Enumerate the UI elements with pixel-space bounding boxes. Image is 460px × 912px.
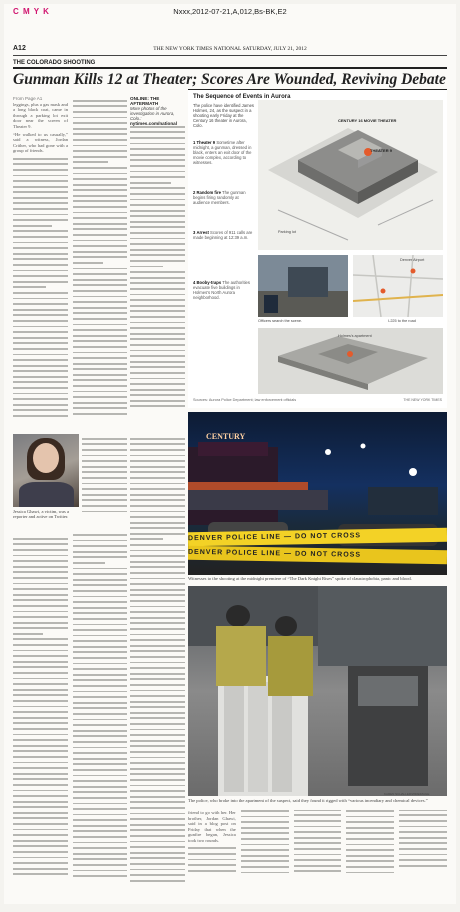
article-column-3b — [130, 434, 185, 894]
article-bottom-columns — [188, 810, 447, 894]
police-tape-1: DENVER POLICE LINE — DO NOT CROSS — [188, 528, 447, 547]
police-photo-caption: Officers search the scene. — [258, 319, 303, 323]
article-bottom-text: friend to go with her. Her brother, Jordan Ghawi, said in a blog post on Friday that when the gunfire began, Jessica took two rounds. — [188, 810, 236, 843]
police-scene-photo — [258, 255, 348, 317]
theater-photo-caption: Witnesses to the shooting at the midnight premiere of “The Dark Knight Rises” spoke of claustrophobia, panic and blood. — [188, 576, 412, 581]
article-quote: “He walked to us casually,” said a witness, Jordan Crither, who had gone with a group of friends. — [13, 131, 68, 154]
online-heading: ONLINE: THE AFTERMATH — [130, 96, 160, 106]
graphic-credit: THE NEW YORK TIMES — [403, 398, 442, 402]
label-century: CENTURY 16 MOVIE THEATER — [338, 118, 397, 123]
graphic-intro: The police have identified James Holmes, 24, as the suspect in a shooting early Friday at the Century 16 theater in Aurora, Colo. — [193, 103, 254, 128]
police-photo-credit: KAREN SCHALLER/WIREIMAGE — [384, 792, 430, 796]
slug-code: Nxxx,2012-07-21,A,012,Bs-BK,E2 — [173, 7, 287, 16]
folio-line — [13, 45, 447, 56]
newspaper-page — [4, 4, 456, 904]
article-column-3 — [130, 122, 185, 430]
article-lead: leggings, plus a gas mask and a long black coat, came in through a parking lot exit door near the screen of Theater 9. — [13, 101, 68, 129]
online-link[interactable]: nytimes.com/national — [130, 121, 177, 126]
label-parking: Parking lot — [278, 230, 296, 234]
label-apartment: Holmes's apartment — [338, 334, 372, 338]
body-text-lines — [130, 126, 185, 407]
label-denver-airport: Denver Airport — [400, 258, 425, 262]
color-registration-mark: C M Y K — [13, 7, 50, 16]
police-apartment-photo — [188, 586, 447, 796]
page-number: A12 — [13, 45, 26, 52]
theater-night-photo — [188, 412, 447, 575]
article-column-1 — [13, 96, 68, 430]
theater-sign: CENTURY — [206, 432, 246, 441]
locator-map — [353, 255, 443, 317]
online-text: More photos of the investigation in Aurora, Colo.: — [130, 106, 175, 121]
article-column-2b — [82, 434, 127, 524]
section-label: THE COLORADO SHOOTING — [13, 60, 96, 66]
step-2: 2 Random fire The gunman begins firing randomly at audience members. — [193, 190, 246, 205]
police-tape-2: DENVER POLICE LINE — DO NOT CROSS — [188, 546, 447, 565]
graphic-source: Sources: Aurora Police Department; law enforcement officials — [193, 398, 297, 402]
sequence-graphic — [188, 89, 447, 408]
label-theater9: THEATER 9 — [370, 148, 392, 153]
body-text-lines — [13, 158, 68, 417]
label-i225: I-225 to the road — [388, 319, 416, 323]
article-column-2 — [73, 96, 127, 430]
print-slug — [4, 7, 456, 17]
headline: Gunman Kills 12 at Theater; Scores Are Wounded, Reviving Debate — [13, 71, 446, 88]
step-3: 3 Arrest Scores of 911 calls are made beginning at 12:39 a.m. — [193, 230, 253, 240]
section-rule — [13, 67, 447, 69]
article-lower-columns — [13, 534, 127, 894]
graphic-title: The Sequence of Events in Aurora — [193, 94, 291, 100]
step-4: 4 Booby-traps The authorities evacuate five buildings in Holmes's North Aurora neighborhood. — [193, 280, 250, 300]
step-1: 1 Theater 9 Sometime after midnight, a gunman, dressed in black, enters an exit door of the movie complex, according to witnesses. — [193, 140, 252, 165]
masthead-line: THE NEW YORK TIMES NATIONAL SATURDAY, JULY 21, 2012 — [153, 46, 307, 52]
victim-photo-caption: Jessica Ghawi, a victim, was a reporter and active on Twitter. — [13, 509, 70, 519]
police-photo-caption-main: The police, who broke into the apartment of the suspect, said they found it rigged with “various incendiary and chemical devices.” — [188, 798, 428, 803]
victim-photo — [13, 434, 79, 507]
body-text-lines — [73, 100, 127, 415]
continued-kicker: From Page A1 — [13, 96, 43, 101]
